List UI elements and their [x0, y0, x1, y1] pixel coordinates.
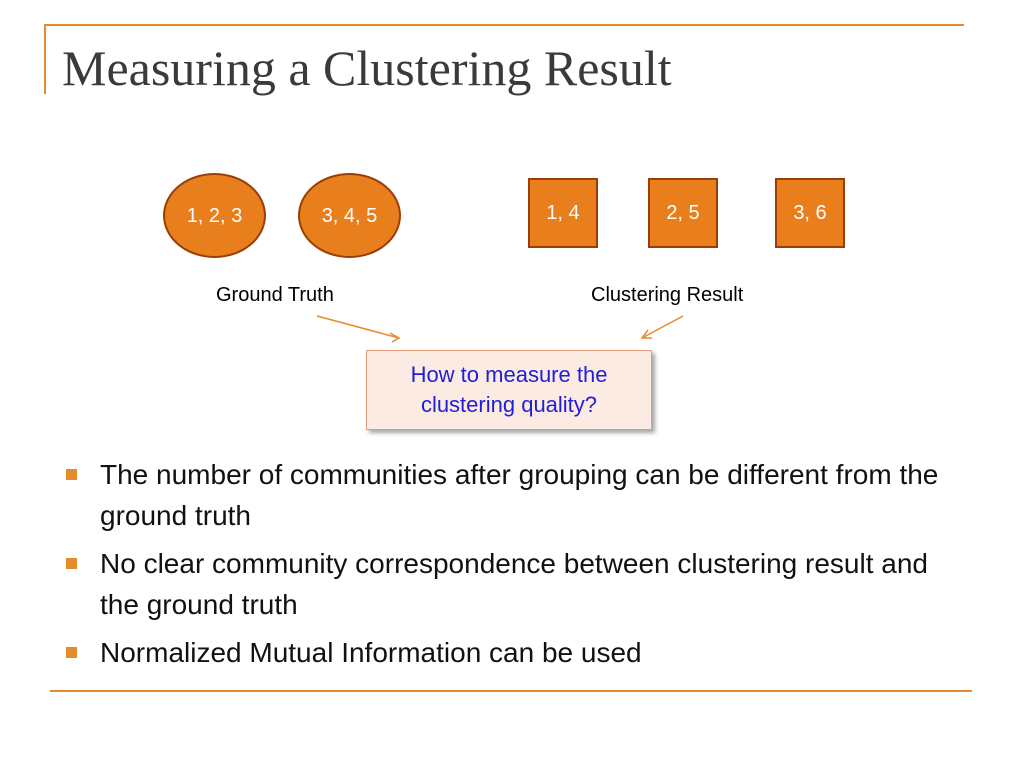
question-callout: How to measure the clustering quality?: [366, 350, 652, 430]
square-bullet-icon: [66, 558, 77, 569]
bullet-text: Normalized Mutual Information can be used: [100, 637, 642, 668]
clustering-result-community-1: 1, 4: [528, 178, 598, 248]
bullet-list: [64, 454, 974, 680]
bullet-item: [64, 543, 974, 625]
clustering-result-community-3: 3, 6: [775, 178, 845, 248]
frame-bottom-line: [50, 690, 972, 692]
square-bullet-icon: [66, 469, 77, 480]
clustering-result-community-2: 2, 5: [648, 178, 718, 248]
ground-truth-arrow: [317, 316, 399, 338]
bullet-text: No clear community correspondence between clustering result and the ground truth: [100, 548, 928, 620]
clustering-result-caption: Clustering Result: [591, 284, 744, 306]
bullet-item: [64, 454, 974, 536]
clustering-result-arrow: [642, 316, 683, 338]
bullet-text: The number of communities after grouping can be different from the ground truth: [100, 459, 939, 531]
square-bullet-icon: [66, 647, 77, 658]
ground-truth-community-2: 3, 4, 5: [298, 173, 401, 258]
ground-truth-caption: Ground Truth: [216, 284, 334, 306]
slide-title: Measuring a Clustering Result: [62, 40, 672, 96]
ground-truth-community-1: 1, 2, 3: [163, 173, 266, 258]
bullet-item: [64, 632, 974, 673]
